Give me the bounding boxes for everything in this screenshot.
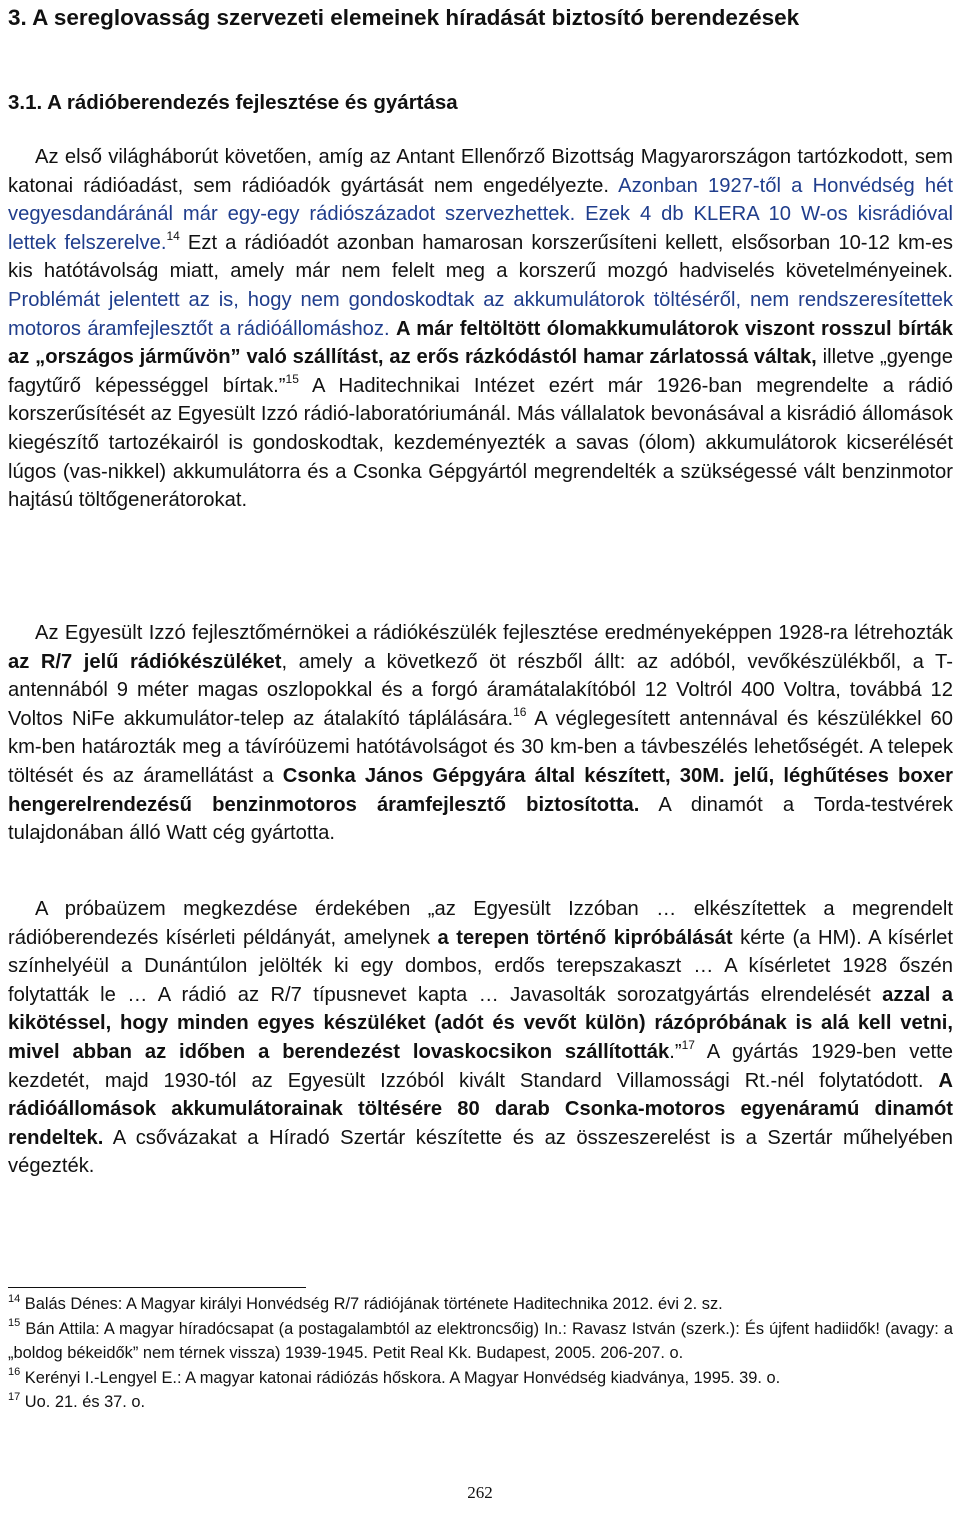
footnote-text: Bán Attila: A magyar híradócsapat (a postagalambtól az elektroncsőig) In.: Ravasz István (szerk.): És újfent hadiidők! (avagy: a „boldog békeidők” nem térnek vissza) 1939-1945. Petit Real Kk. Budapest, 2005. 206-207. o. <box>8 1319 953 1363</box>
footnote-ref-16[interactable]: 16 <box>513 705 527 720</box>
p2-bold-r7: az R/7 jelű rádiókészüléket <box>8 650 282 673</box>
p3-bold-terep: a terepen történő kipróbálását <box>437 926 733 949</box>
p2-sentence-1: Az Egyesült Izzó fejlesztőmérnökei a rádiókészülék fejlesztése eredményeképpen 1928-ra létrehozták <box>35 622 953 644</box>
paragraph-2 <box>8 619 953 848</box>
p3-sentence-1: A próbaüzem megkezdése érdekében „az Egyesült Izzóban … elkészítettek a megrendelt rádióberendezés kísérleti példányát, amelynek <box>8 898 953 949</box>
p2-sentence-2: , amely a következő öt részből állt: az adóból, vevőkészülékből, a T-antennából 9 méter magas oszlopokkal és a forgó áramátalakítóból 12 Voltról 400 Voltra, továbbá 12 Voltos NiFe akkumulátor-telep az átalakító táplálására. <box>8 650 953 730</box>
p1-sentence-4: Problémát jelentett az is, hogy nem gondoskodtak az akkumulátorok töltéséről, nem rendszeresítettek motoros áramfejlesztőt a rádióállomáshoz. <box>8 288 953 340</box>
p2-sentence-3: A véglegesített antennával és készülékkel 60 km-ben határozták meg a távíróüzemi hatótávolságot és 30 km-ben a távbeszélés lehetőségét. A telepek töltését és az áramellátást a <box>8 707 954 787</box>
p1-bold-quote: A már feltöltött ólomakkumulátorok viszont rosszul bírták az „országos járművön” való szállítást, az erős rázkódástól hamar zárlatossá váltak, <box>8 317 954 369</box>
footnote-text: Uo. 21. és 37. o. <box>20 1393 146 1412</box>
p3-bold-dinamo: A rádióállomások akkumulátorainak töltésére 80 darab Csonka-motoros egyenáramú dinamót rendeltek. <box>8 1069 953 1149</box>
paragraph-1 <box>8 143 953 515</box>
footnote-divider <box>8 1287 306 1288</box>
section-heading: 3.1. A rádióberendezés fejlesztése és gyártása <box>8 91 458 114</box>
p3-sentence-4: A gyártás 1929-ben vette kezdetét, majd 1930-tól az Egyesült Izzóból kivált Standard Villamossági Rt.-nél folytatódott. <box>8 1040 954 1092</box>
footnote-ref-17[interactable]: 17 <box>681 1038 695 1053</box>
footnote-16 <box>8 1366 953 1391</box>
chapter-heading: 3. A sereglovasság szervezeti elemeinek híradását biztosító berendezések <box>8 5 800 30</box>
footnote-14 <box>8 1292 953 1317</box>
p3-bold-kikotes: azzal a kikötéssel, hogy minden egyes készüléket (adót és vevőt külön) rázópróbának is alá kell vetni, mivel abban az időben a berendezést lovaskocsikon szállították <box>8 983 953 1063</box>
footnote-number: 17 <box>8 1390 21 1403</box>
p1-sentence-3: Ezt a rádióadót azonban hamarosan korszerűsíteni kellett, elsősorban 10-12 km-es kis hatótávolság miatt, amely már nem felelt meg a korszerű mozgó hadviselés követelményeinek. <box>8 231 954 283</box>
footnote-number: 14 <box>8 1292 21 1305</box>
p2-bold-csonka: Csonka János Gépgyára által készített, 30M. jelű, léghűtéses boxer hengerelrendezésű benzinmotoros áramfejlesztő biztosította. <box>8 764 953 816</box>
footnote-15 <box>8 1317 953 1366</box>
page-number: 262 <box>467 1483 493 1502</box>
p1-sentence-6: A Haditechnikai Intézet ezért már 1926-ban megrendelte a rádió korszerűsítését az Egyesült Izzó rádió-laboratóriumánál. Más vállalatok bevonásával a kisrádió állomások kiegészítő tartozékairól is gondoskodtak, kezdeményezték a savas (ólom) akkumulátorok kicserélését lúgos (vas-nikkel) akkumulátorra és a Csonka Gépgyártól megrendelték a szükségessé vált benzinmotor hajtású töltőgenerátorokat. <box>8 374 954 512</box>
footnote-number: 15 <box>8 1317 21 1330</box>
p3-sentence-5: A csővázakat a Híradó Szertár készítette és az összeszerelést is a Szertár műhelyében végezték. <box>8 1126 953 1178</box>
footnote-ref-14[interactable]: 14 <box>166 229 180 244</box>
footnote-number: 16 <box>8 1366 21 1379</box>
p3-sentence-3: .” <box>669 1040 682 1063</box>
p1-sentence-1: Az első világháborút követően, amíg az Antant Ellenőrző Bizottság Magyarországon tartózkodott, sem katonai rádióadást, sem rádióadók gyártását nem engedélyezte. <box>8 146 953 197</box>
footnote-17 <box>8 1390 953 1415</box>
p1-sentence-5: illetve „gyenge fagytűrő képességgel bírtak.” <box>8 346 953 397</box>
footnote-ref-15[interactable]: 15 <box>285 372 299 387</box>
footnote-text: Kerényi I.-Lengyel E.: A magyar katonai rádiózás hőskora. A Magyar Honvédség kiadványa, 1995. 39. o. <box>20 1368 781 1387</box>
p1-sentence-2: Azonban 1927-től a Honvédség hét vegyesdandáránál már egy-egy rádiószázadot szervezhettek. Ezek 4 db KLERA 10 W-os kisrádióval lettek felszerelve. <box>8 174 953 254</box>
p3-sentence-2: kérte (a HM). A kísérlet színhelyéül a Dunántúlon jelölték ki egy dombos, erdős terepszakaszt … A kísérletet 1928 őszén folytatták le … A rádió az R/7 típusnevet kapta … Javasolták sorozatgyártás elrendelését <box>8 926 953 1006</box>
footnotes <box>8 1292 953 1415</box>
paragraph-3 <box>8 895 953 1181</box>
p2-sentence-4: A dinamót a Torda-testvérek tulajdonában álló Watt cég gyártotta. <box>8 793 953 845</box>
footnote-text: Balás Dénes: A Magyar királyi Honvédség R/7 rádiójának története Haditechnika 2012. évi 2. sz. <box>20 1295 723 1313</box>
